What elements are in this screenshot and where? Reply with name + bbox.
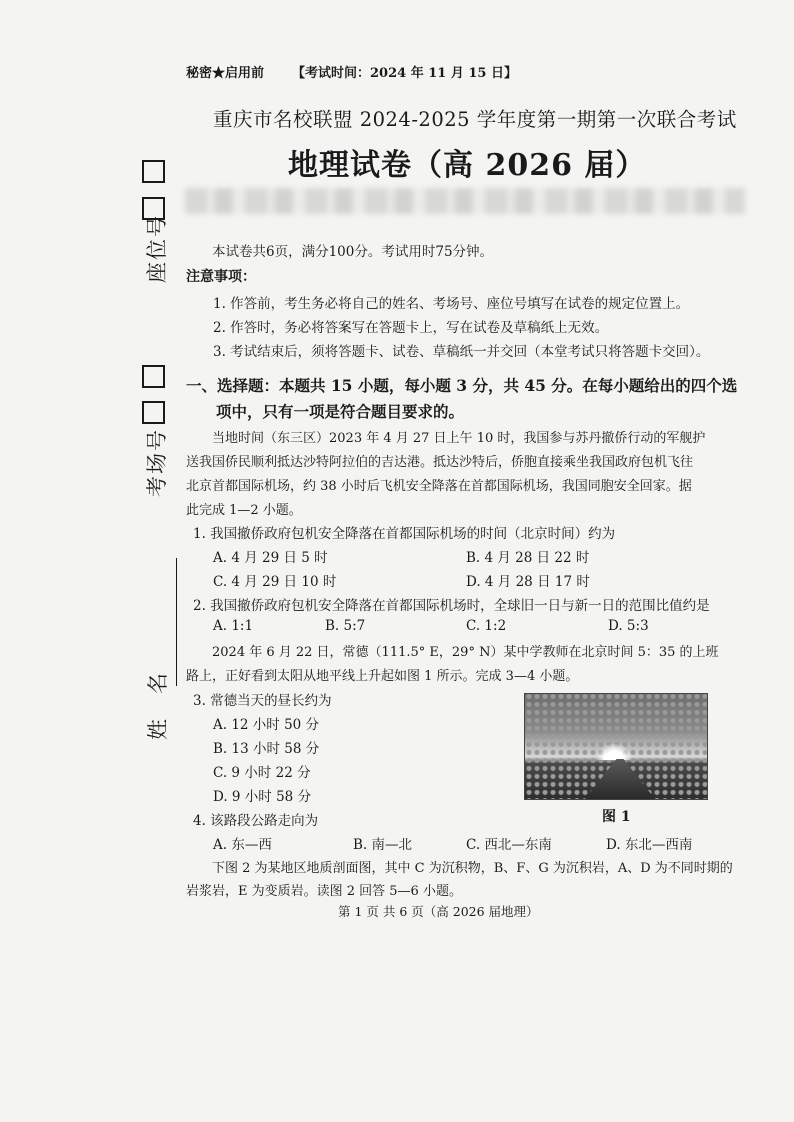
- passage1-line4: 此完成 1—2 小题。: [186, 503, 302, 518]
- section1-heading-line2: 项中，只有一项是符合题目要求的。: [216, 402, 465, 421]
- room-number-label: 考场号: [145, 428, 169, 497]
- q1-option-b[interactable]: B. 4 月 28 日 22 时: [466, 550, 590, 566]
- sun-shape: [597, 744, 631, 760]
- q1-option-d[interactable]: D. 4 月 28 日 17 时: [466, 574, 590, 590]
- q3-option-a[interactable]: A. 12 小时 50 分: [213, 717, 320, 733]
- notice-item-3: 3. 考试结束后，须将答题卡、试卷、草稿纸一并交回（本堂考试只将答题卡交回）。: [213, 344, 710, 360]
- name-label: 姓 名: [146, 671, 170, 740]
- paper-title: 地理试卷（高 2026 届）: [288, 148, 647, 183]
- passage2-line1: 2024 年 6 月 22 日，常德（111.5° E，29° N）某中学教师在北京时间 5：35 的上班: [212, 645, 719, 660]
- passage1-line2: 送我国侨民顺利抵达沙特阿拉伯的吉达港。抵达沙特后，侨胞直接乘坐我国政府包机飞往: [186, 455, 694, 470]
- room-box-1[interactable]: [142, 365, 165, 388]
- passage2-line2: 路上，正好看到太阳从地平线上升起如图 1 所示。完成 3—4 小题。: [186, 669, 579, 684]
- passage1-line1: 当地时间（东三区）2023 年 4 月 27 日上午 10 时，我国参与苏丹撤侨行动的军舰护: [212, 431, 706, 446]
- q2-option-b[interactable]: B. 5:7: [325, 618, 366, 634]
- q2-stem: 2. 我国撤侨政府包机安全降落在首都国际机场时，全球旧一日与新一日的范围比值约是: [193, 598, 710, 614]
- q2-option-c[interactable]: C. 1:2: [466, 618, 507, 634]
- q3-option-b[interactable]: B. 13 小时 58 分: [213, 741, 320, 757]
- seat-box-1[interactable]: [142, 160, 165, 183]
- seat-number-label: 座位号: [145, 214, 169, 283]
- section1-heading-line1: 一、选择题：本题共 15 小题，每小题 3 分，共 45 分。在每小题给出的四个选: [186, 376, 738, 395]
- name-underline[interactable]: [176, 558, 177, 686]
- q2-option-d[interactable]: D. 5:3: [608, 618, 649, 634]
- passage1-line3: 北京首都国际机场，约 38 小时后飞机安全降落在首都国际机场，我国同胞安全回家。据: [186, 479, 692, 494]
- q3-option-c[interactable]: C. 9 小时 22 分: [213, 765, 311, 781]
- q4-option-a[interactable]: A. 东—西: [213, 837, 272, 853]
- q4-stem: 4. 该路段公路走向为: [193, 813, 319, 829]
- exam-title: 重庆市名校联盟 2024-2025 学年度第一期第一次联合考试: [213, 108, 737, 131]
- q4-option-b[interactable]: B. 南—北: [353, 837, 413, 853]
- q1-option-a[interactable]: A. 4 月 29 日 5 时: [213, 550, 328, 566]
- figure1-sunrise-photo: [524, 693, 708, 800]
- q4-option-c[interactable]: C. 西北—东南: [466, 837, 552, 853]
- q2-option-a[interactable]: A. 1:1: [213, 618, 254, 634]
- notice-item-2: 2. 作答时，务必将答案写在答题卡上，写在试卷及草稿纸上无效。: [213, 320, 609, 336]
- q3-stem: 3. 常德当天的昼长约为: [193, 693, 332, 709]
- page-footer: 第 1 页 共 6 页（高 2026 届地理）: [338, 904, 539, 919]
- passage3-line1: 下图 2 为某地区地质剖面图，其中 C 为沉积物，B、F、G 为沉积岩，A、D 为不同时期的: [212, 861, 733, 876]
- q1-option-c[interactable]: C. 4 月 29 日 10 时: [213, 574, 337, 590]
- blurred-strip: [185, 188, 745, 214]
- notice-heading: 注意事项：: [186, 269, 256, 285]
- figure1-caption: 图 1: [602, 809, 631, 825]
- road-shape: [585, 759, 655, 799]
- intro-text: 本试卷共6页，满分100分。考试用时75分钟。: [212, 244, 494, 260]
- q3-option-d[interactable]: D. 9 小时 58 分: [213, 789, 312, 805]
- q1-stem: 1. 我国撤侨政府包机安全降落在首都国际机场的时间（北京时间）约为: [193, 526, 616, 542]
- room-box-2[interactable]: [142, 401, 165, 424]
- passage3-line2: 岩浆岩，E 为变质岩。读图 2 回答 5—6 小题。: [186, 884, 462, 899]
- notice-item-1: 1. 作答前，考生务必将自己的姓名、考场号、座位号填写在试卷的规定位置上。: [213, 296, 690, 312]
- q4-option-d[interactable]: D. 东北—西南: [606, 837, 693, 853]
- confidential-label: 秘密★启用前: [186, 66, 265, 81]
- exam-time: 【考试时间：2024 年 11 月 15 日】: [292, 66, 517, 81]
